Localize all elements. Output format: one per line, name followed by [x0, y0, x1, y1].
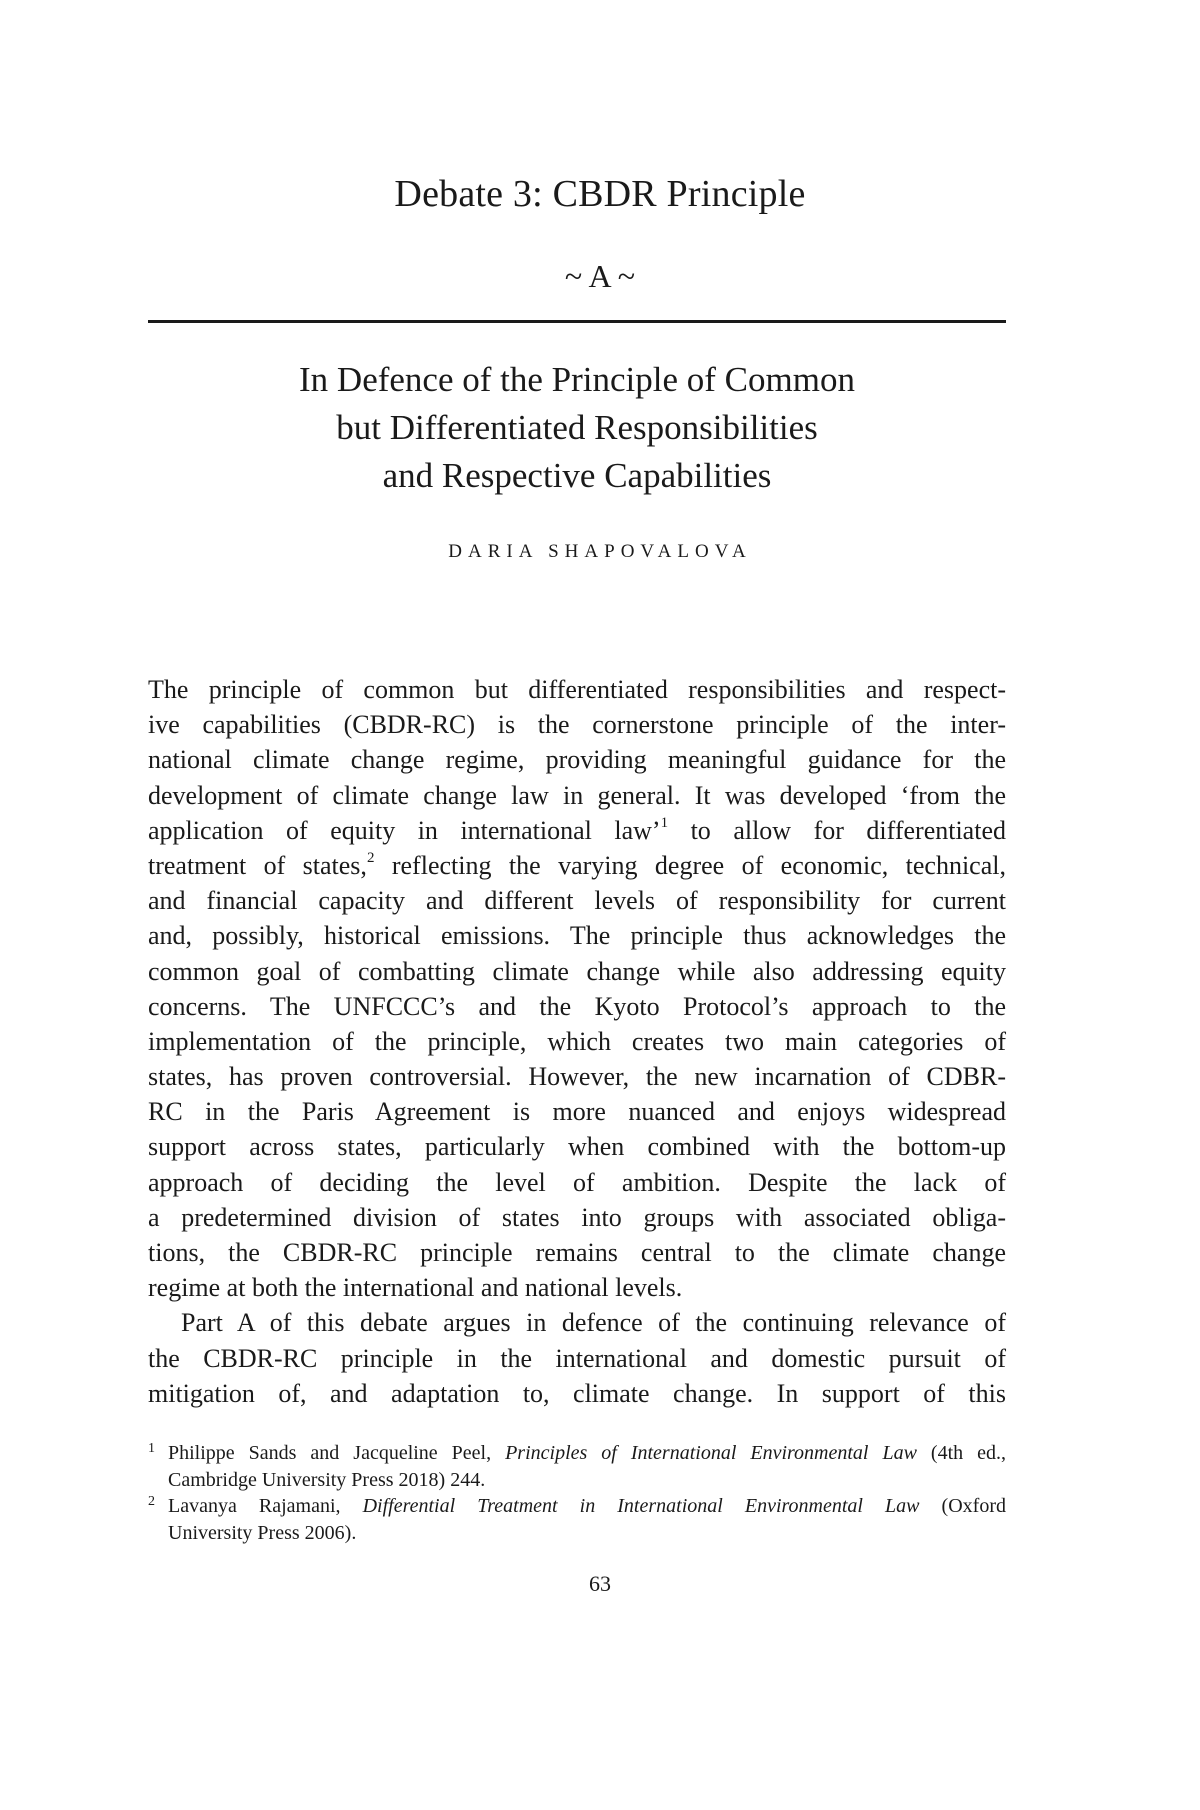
footnote-book-title: Principles of International Environmental Law	[505, 1442, 917, 1464]
footnote-number: 1	[148, 1441, 155, 1456]
body-line: Part A of this debate argues in defence of the continuing relevance of	[181, 1308, 1006, 1338]
chapter-title	[148, 356, 1006, 500]
body-line: The principle of common but differentiated responsibilities and respect-	[148, 675, 1006, 704]
body-line: national climate change regime, providing meaningful guidance for the	[148, 745, 1006, 775]
body-text	[148, 672, 1006, 1411]
body-line: development of climate change law in general. It was developed ‘from the	[148, 780, 1006, 810]
body-line	[148, 848, 1006, 883]
title-divider	[148, 320, 1006, 323]
chapter-title-line: but Differentiated Responsibilities	[336, 408, 818, 447]
footnote-line: Cambridge University Press 2018) 244.	[168, 1468, 486, 1491]
footnote-text: (4th ed.,	[916, 1442, 1006, 1464]
footnote-ref-2[interactable]: 2	[366, 850, 375, 867]
footnote-line	[168, 1440, 1006, 1467]
footnotes	[148, 1440, 1006, 1546]
page-number: 63	[589, 1571, 611, 1596]
body-line: the CBDR-RC principle in the international and domestic pursuit of	[148, 1343, 1006, 1373]
footnote-line	[168, 1493, 1006, 1520]
body-line: ive capabilities (CBDR-RC) is the cornerstone principle of the inter-	[148, 710, 1006, 740]
debate-title: Debate 3: CBDR Principle	[394, 173, 806, 215]
footnote-2	[148, 1493, 1006, 1546]
body-line: support across states, particularly when combined with the bottom-up	[148, 1132, 1006, 1162]
body-line: RC in the Paris Agreement is more nuanced and enjoys widespread	[148, 1097, 1006, 1127]
body-line: states, has proven controversial. However, the new incarnation of CDBR-	[148, 1062, 1006, 1092]
body-line: a predetermined division of states into groups with associated obliga-	[148, 1202, 1006, 1232]
footnote-book-title: Differential Treatment in International Environmental Law	[362, 1495, 920, 1517]
body-line: regime at both the international and national levels.	[148, 1273, 683, 1303]
footnote-text: Philippe Sands and Jacqueline Peel,	[168, 1442, 506, 1464]
body-line: and financial capacity and different levels of responsibility for current	[148, 886, 1006, 916]
footnote-text: (Oxford	[919, 1495, 1006, 1517]
footnote-1	[148, 1440, 1006, 1493]
part-marker: ~ A ~	[564, 258, 636, 294]
body-text-span: reflecting the varying degree of economic, technical,	[391, 850, 1006, 880]
body-line: common goal of combatting climate change while also addressing equity	[148, 956, 1006, 986]
footnote-ref-1[interactable]: 1	[660, 815, 669, 832]
chapter-title-line: In Defence of the Principle of Common	[299, 360, 855, 399]
author-name: DARIA SHAPOVALOVA	[448, 541, 752, 562]
body-text-span: treatment of states,	[148, 850, 367, 880]
body-line	[148, 813, 1006, 848]
body-line: approach of deciding the level of ambition. Despite the lack of	[148, 1167, 1006, 1197]
body-text-span: application of equity in international law’	[148, 815, 661, 845]
footnote-number: 2	[148, 1494, 155, 1509]
footnote-text: Lavanya Rajamani,	[168, 1495, 363, 1517]
body-line: and, possibly, historical emissions. The principle thus acknowledges the	[148, 921, 1006, 951]
body-line: tions, the CBDR-RC principle remains central to the climate change	[148, 1238, 1006, 1267]
chapter-title-line: and Respective Capabilities	[382, 456, 772, 495]
body-line: concerns. The UNFCCC’s and the Kyoto Protocol’s approach to the	[148, 991, 1006, 1021]
body-text-span: to allow for differentiated	[690, 815, 1006, 845]
footnote-line: University Press 2006).	[168, 1521, 357, 1544]
body-line: mitigation of, and adaptation to, climate change. In support of this	[148, 1378, 1006, 1408]
body-line: implementation of the principle, which creates two main categories of	[148, 1026, 1006, 1056]
